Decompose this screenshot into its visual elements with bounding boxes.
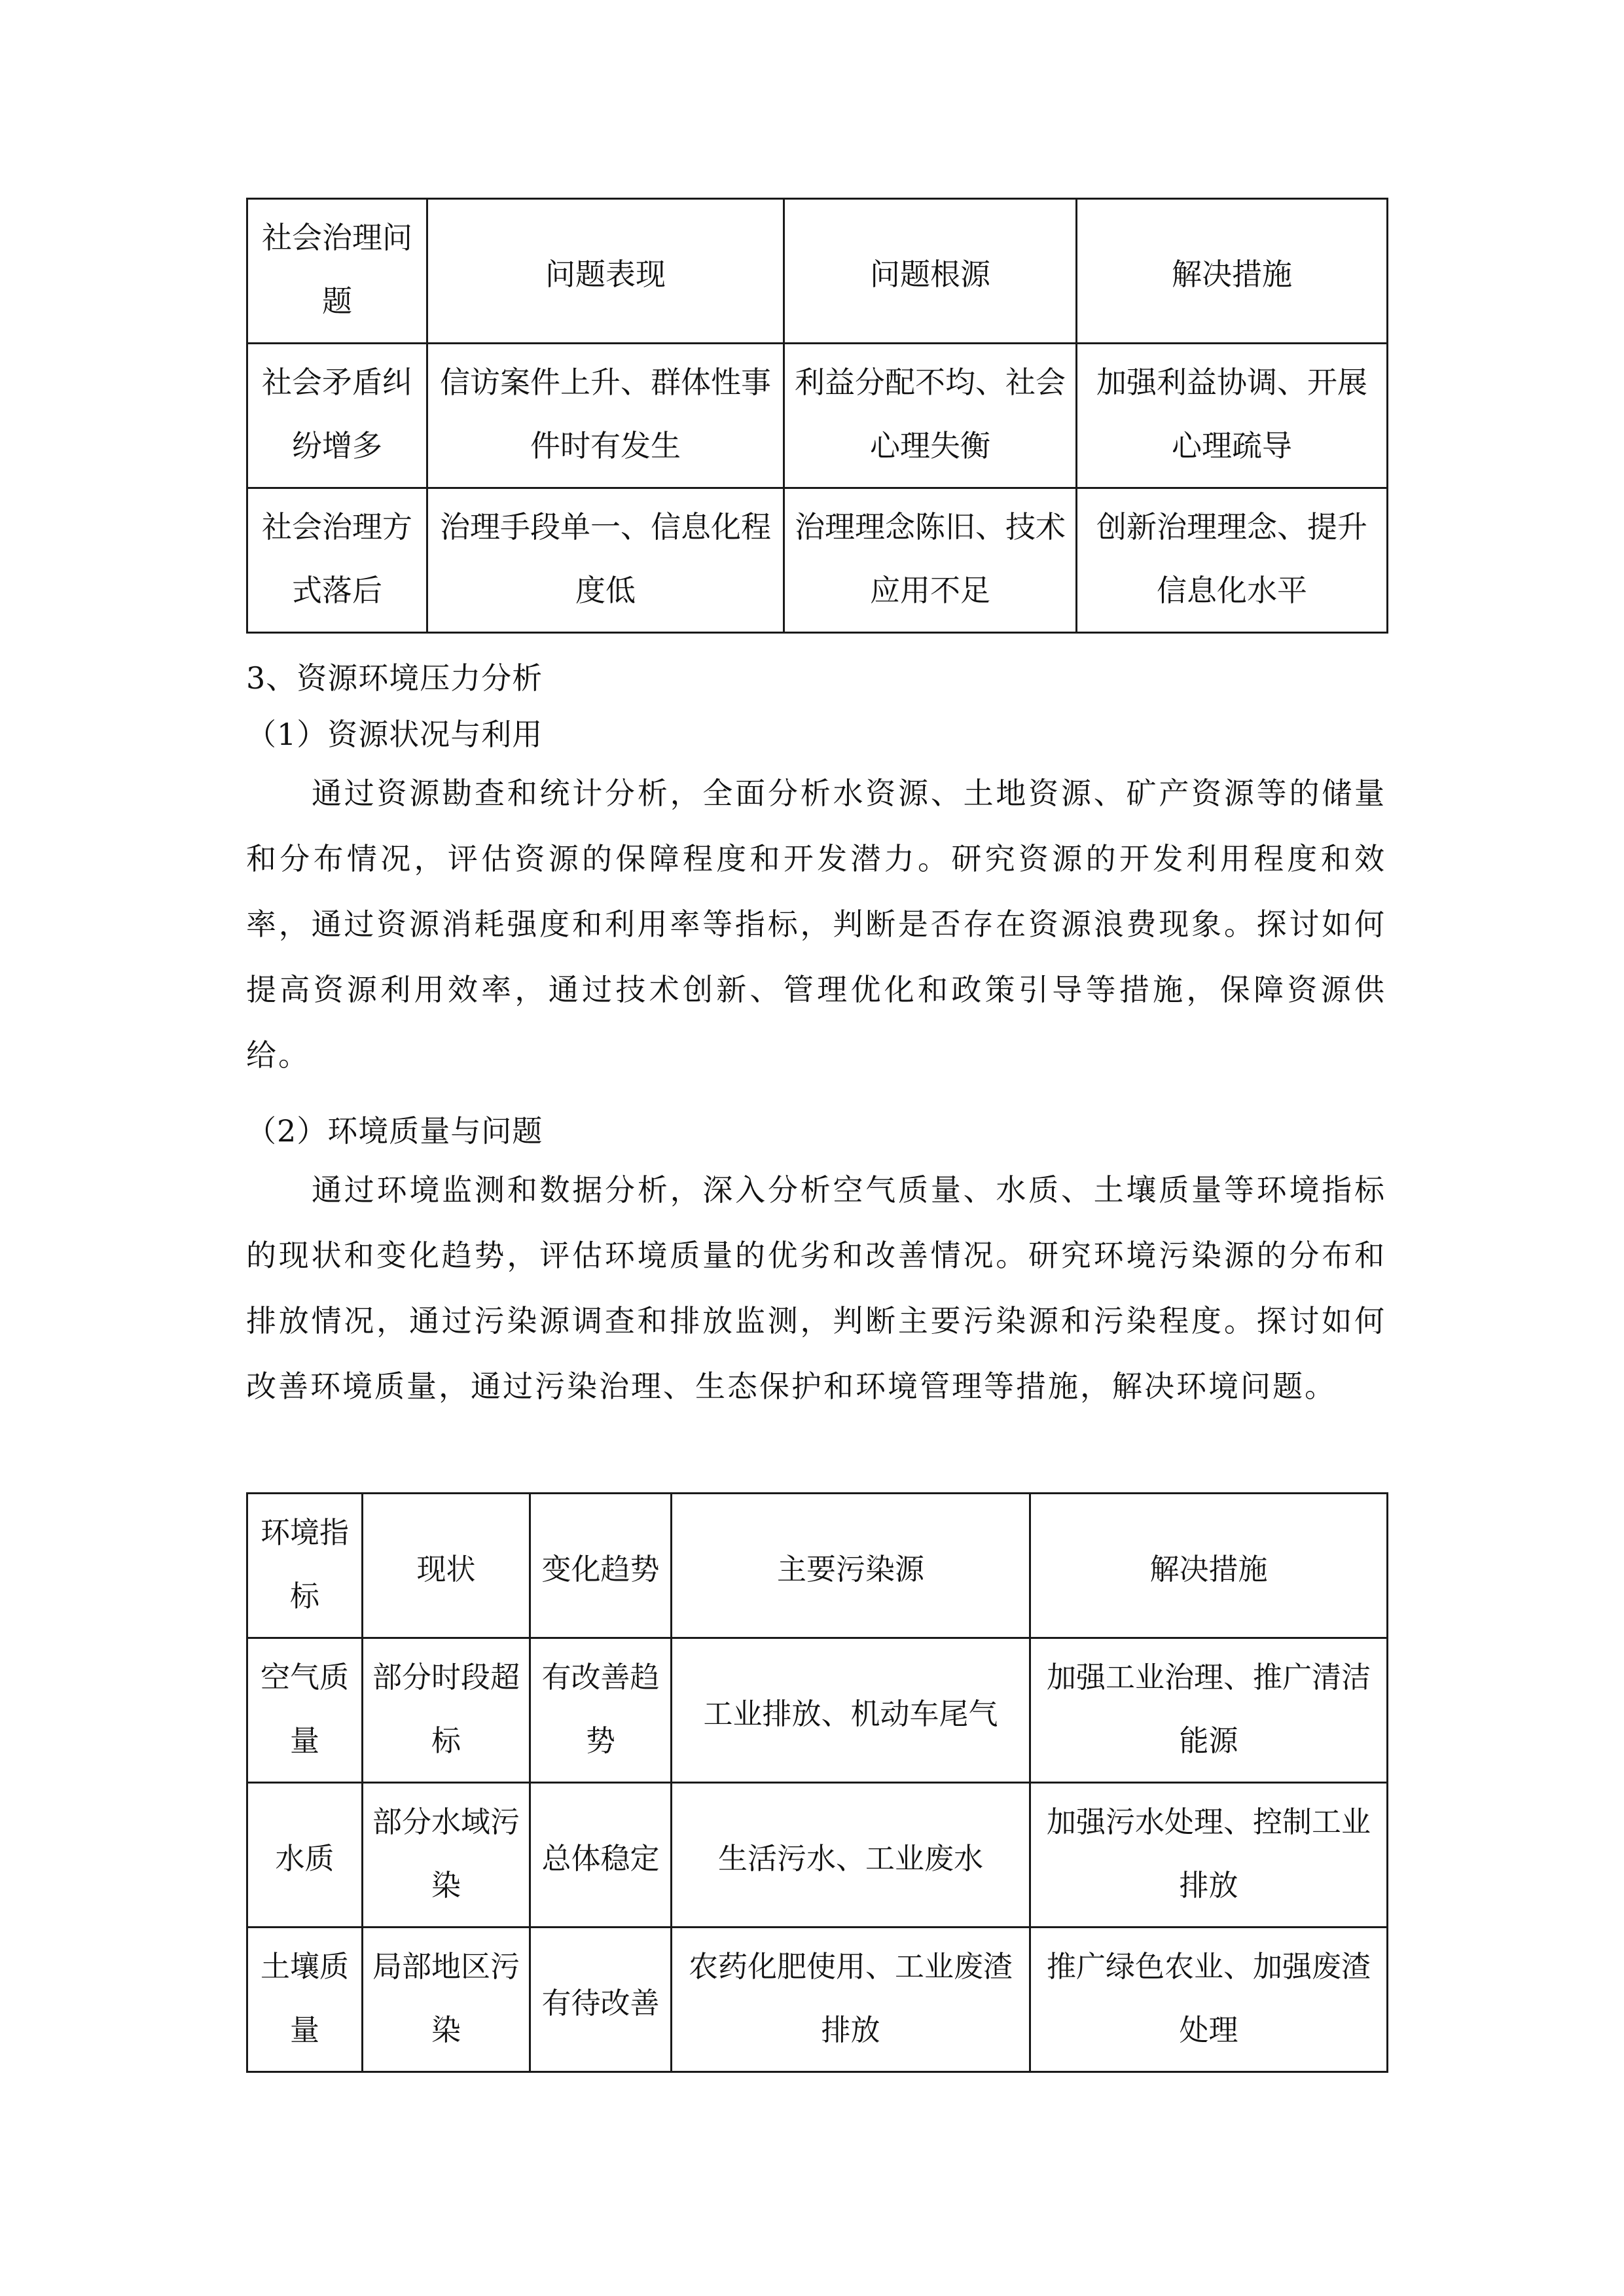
table-row [247,488,1388,633]
table-cell: 部分水域污染 [363,1783,530,1928]
subsection-heading-resources: （1）资源状况与利用 [246,717,543,752]
table-cell: 治理理念陈旧、技术应用不足 [784,488,1077,633]
paragraph-environment: 通过环境监测和数据分析，深入分析空气质量、水质、土壤质量等环境指标的现状和变化趋势，评估环境质量的优劣和改善情况。研究环境污染源的分布和排放情况，通过污染源调查和排放监测，判断主要污染源和污染程度。探讨如何改善环境质量，通过污染治理、生态保护和环境管理等措施，解决环境问题。 [246,1172,1386,1404]
table-cell: 农药化肥使用、工业废渣排放 [672,1928,1030,2072]
social-governance-table [246,198,1388,634]
table-cell: 加强利益协调、开展心理疏导 [1077,344,1388,488]
table-header-cell: 问题表现 [427,199,784,344]
table-header-cell: 问题根源 [784,199,1077,344]
table-cell: 生活污水、工业废水 [672,1783,1030,1928]
table-cell: 空气质量 [247,1638,363,1783]
subsection-heading-environment: （2）环境质量与问题 [246,1113,543,1149]
table-header-row [247,199,1388,344]
table-header-cell: 解决措施 [1077,199,1388,344]
table-header-cell: 解决措施 [1030,1494,1388,1638]
section-heading: 3、资源环境压力分析 [246,660,543,696]
table-cell: 信访案件上升、群体性事件时有发生 [427,344,784,488]
paragraph-resources: 通过资源勘查和统计分析，全面分析水资源、土地资源、矿产资源等的储量和分布情况，评估资源的保障程度和开发潜力。研究资源的开发利用程度和效率，通过资源消耗强度和利用率等指标，判断是否存在资源浪费现象。探讨如何提高资源利用效率，通过技术创新、管理优化和政策引导等措施，保障资源供给。 [246,776,1386,1073]
table-header-cell: 社会治理问题 [247,199,427,344]
table-header-cell: 主要污染源 [672,1494,1030,1638]
table-row [247,1783,1388,1928]
table-cell: 总体稳定 [530,1783,672,1928]
table-header-cell: 现状 [363,1494,530,1638]
table-cell: 创新治理理念、提升信息化水平 [1077,488,1388,633]
table-cell: 社会治理方式落后 [247,488,427,633]
table-header-cell: 环境指标 [247,1494,363,1638]
table-header-cell: 变化趋势 [530,1494,672,1638]
table-cell: 部分时段超标 [363,1638,530,1783]
table-cell: 有改善趋势 [530,1638,672,1783]
table-row [247,344,1388,488]
table-cell: 加强污水处理、控制工业排放 [1030,1783,1388,1928]
table-cell: 水质 [247,1783,363,1928]
table-row [247,1638,1388,1783]
table-cell: 土壤质量 [247,1928,363,2072]
table-cell: 利益分配不均、社会心理失衡 [784,344,1077,488]
table-cell: 社会矛盾纠纷增多 [247,344,427,488]
table-header-row [247,1494,1388,1638]
table-cell: 推广绿色农业、加强废渣处理 [1030,1928,1388,2072]
table-cell: 工业排放、机动车尾气 [672,1638,1030,1783]
table-cell: 局部地区污染 [363,1928,530,2072]
table-row [247,1928,1388,2072]
table-cell: 有待改善 [530,1928,672,2072]
table-cell: 治理手段单一、信息化程度低 [427,488,784,633]
table-cell: 加强工业治理、推广清洁能源 [1030,1638,1388,1783]
environment-table [246,1492,1388,2073]
